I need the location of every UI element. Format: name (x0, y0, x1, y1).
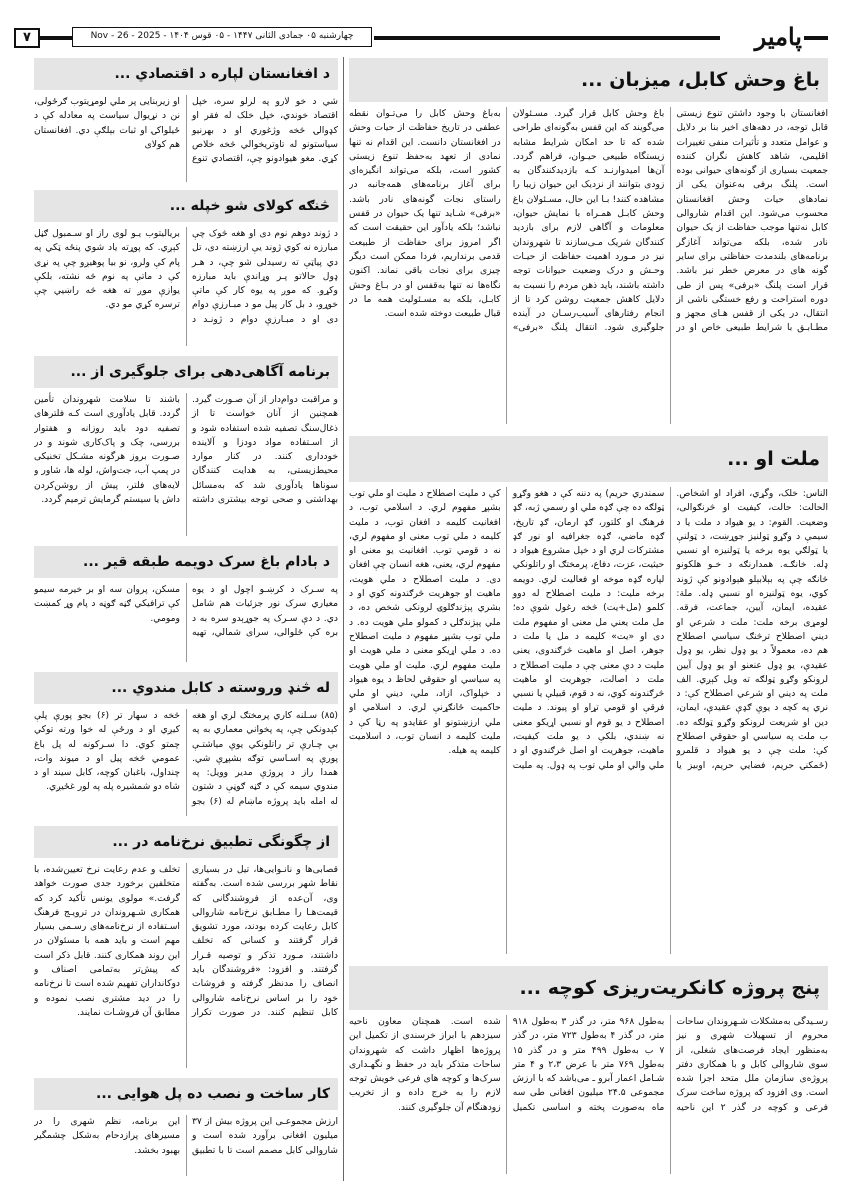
article-body: رسـیدگی به‌مشکلات شـهروندان ساحات محروم از تسهیلات شهری و نیز به‌منظور ایجاد فرصت‌های شغلی، از سوی شاروالی کابل و با همکاری دفتر پروژه‌ی سازمان ملل متحد اجرا شده است. وی افزود که پروژه‌ ساخت سرک فرعی و کوچه در گذر ۲ این ناحیه به‌طول ۹۶۸ متر، در گذر ۳ به‌طول ۹۱۸ متر، در گذر ۴ به‌طول ۷۲۳ متر، در گذر ۷ ب به‌طول ۴۹۹ متر و در گذر ۱۵ به‌طول ۷۶۹ متر با عرض ۲،۳ و ۴ متر شـامل اعمار آبرو ـ می‌باشد که با ارزش مجموعی ۲۴.۵ میلیون افغانی طی سه ماه به‌صورت پخته و اساسی تکمیل شده است. همچنان معاون ناحیه سیزدهم با ابراز خرسندی از تکمیل این پروژه‌ها اظهار داشت که شهروندان ساحات متذکر باید در حفظ و نگهـداری سرک‌ها و کوچه های فرعی خویش توجه لازم را به خرج داده و از تخریب زودهنگام آن جلوگیری کنند. (349, 1016, 828, 1113)
article-headline: څنګه کولای شو خپله ... (34, 190, 338, 222)
article-headline: ملت او ... (349, 436, 828, 482)
dateline: چهارشنبه ۰۵ جمادی الثانی ۱۴۴۷ - ۰۵ قوس ۱۴۰۴ - Nov - 26 - 2025 (72, 27, 372, 47)
article-price-list (34, 826, 338, 1072)
article-headline: له څنډ وروسته د کابل مندوي ... (34, 672, 338, 704)
article-body: شي د خو لارو په لرلو سره، خپل اقتصاد خوندي، خپل خلک له فقر او کډوالۍ څخه وژغوري او د بهرنیو سیاستونو له تاوتریخوالي څخه خلاص کړي. مغو هیوادونو چې، اقتصادي تنوع او زیربنایی پر ملي لومړیتوب ګرځولی، نن د نړیوال سیاست په معادله کې د ځیلواکۍ او ثبات بېلګې دي. افغانستان هم کولای (34, 96, 338, 165)
article-headline: از چگونگی تطبیق نرخ‌نامه در ... (34, 826, 338, 858)
article-headline: د افغانستان لپاره د اقتصادي ... (34, 58, 338, 90)
article-body: (۸۵) سـلنه کاري پرمختګ لري او هغه کېدونکي چې، په پخواني معماري به په بې چـارې تر راتلونکي یوې میاشتـې پورې په اسـاسي توګه بشپړې شي. همدا راز د پروژې مدیر وویل: په مندوي سیمه کې د ګڼه ګوڼې د شتون له امله باید پروژه ماښام له (۶) بجو څخه د سهار تر (۶) بجو پورې پلې کیږي او د ورځې له خوا ورته توکي چمتو کوي. دا سـرکونه له پل باغ عمومي څخه پیل او د میوند وات، چنداول، باغبان کوچه، کابل سیند او د شاه دو شمشیره پله په لور غځیږي. (34, 710, 338, 807)
newspaper-brand: پامیر (754, 22, 802, 51)
article-badam-bagh-road (34, 546, 338, 666)
article-nation (349, 436, 828, 960)
article-body: په سـرک د کرښـو اچول او د یوه معیاري سرک نور جزئیات هم شامل دي. د دې سـرک په جوړېدو سره به د بره کې ځلوالی، سرای شمالي، تهیه مسکن، پروان سه او بر خیرمه سیمو کې ترافیکي ګڼه ګوڼه د پام وړ کمښت ومومي. (34, 584, 338, 638)
article-headline: کار ساخت و نصب ده پل هوایی ... (34, 1078, 338, 1110)
article-body: الناس: خلک، وگړي، افراد او اشخاص. الحالت: حالت، کیفیت او څرنګوالی، وضعیت. القوم: د یو هیواد د ملت یا د سیمې د وګړو ټولنیز جوړښت، د ټولنې یا ټولګي یوه برخه یا ټولنیزه او نسبي ډله. خانګـه. همدارنګه د خـو هلکونو څانګه چې په بېلابېلو هېوادونو کې ژوند کوي، یوه ټولنیزه او نسبي ډله. ملة: عقیده، ایمان، آیین، جماعت، فرقه. لومړی برخه ملت: ملت د شرعي او دیني اصطلاح ترڅنګ سیاسي اصطلاح هم ده، معمولاً د یو ډول نظر، یو ډول عقیدې، یو ډول عنعنو او یو ډول آیین لرونکو وګړو ټولګه ته ویل کېږي. الف ملت په دیني او شرعي اصطلاح کې: د نري په کچه د یوې ګډې عقیدې، ایمان، دین او شریعت لرونکو وګړو ټولګه ده. ب ملت په سیاسي او حقوقي اصطلاح کې: ملت چې د یو هیواد د قلمرو (ځمکنۍ حریم، فضایي حریم، اوبیز یا سمندري حریم) په دننه کې د هغو وګړو ټولګه ده چې ګډه ملي او رسمي ژبه، ګډ فرهنګ او کلتور، ګډ ارمان، ګډ تاریخ، ګډه ماضي، ګډه جغرافیه او نور ګډ مشترکات لري او د خپل مشروع هیواد د حیثیت، عزت، دفاع، پرمختګ او راتلونکي لپاره ګډه موخه او فعالیت لري. دویمه برخه ملیت: د ملیت اصطلاح له دوو کلمو (مل+یت) څخه رغول شوې ده؛ مل ملت یعني مل معنی او مفهوم ملت دی او «یت» کلیمه د مل یا ملت د جوهر، اصل او ماهیت څرګندوی، یعنی ملیت د دې معنی چې د ملیت اصطلاح د ملت د اصالت، جوهریت او ماهیت څرګندونه کوي، نه د قوم، قبیلې یا نسبي فرقې او قومي تړاو او پیوند. د ملیت اصطلاح د یو قوم او نسبي اړیکو معنی نه ښندي، بلکې د یو ملت کیفیت، ماهیت، جوهریت او اصل څرګندوي او د ملي والي او ملي توب په ډول. په ملیت کې د ملیت اصطلاح د ملیت او ملي توب بشپړ مفهوم لري. د اسلامي توب، د افغانیت کلیمه د افغان توب، د ملیت کلیمه د ملي توب معنی او مفهوم لري، نه د قومي توب. افغانیت یو معنی او مفهوم لري، یعنی، هغه انسان چې افغان دی. د ملیت اصطلاح د ملي هویت، ماهیت او جوهریت څرګندونه کوي او د بشري پېژندګلوۍ لرونکی شخص ده، د ملي پېژندګلۍ د کمولو ملي هویت ده. د ملي توب بشپړ مفهوم د ملیت اصطلاح ده. د ملي اړیکو معنی د ملي هویت او ملیت مفهوم لري. ملیت او ملي هویت په سیاسي او حقوقي لحاظ د یوه هیواد د خپلواک، ازاد، ملي، دیني او ملي حاکمیت ځانګړنې لري. د اسلامي او ملي ارزښتونو او عقایدو په رڼا کې د ملیت کلیمه د انسان توب، د اسلامیت کلیمه په هیله. (349, 488, 828, 771)
column-divider (343, 57, 344, 1181)
masthead-rule-left (40, 36, 72, 40)
article-how-we-can (34, 190, 338, 350)
article-body: افغانستان با وجود داشتن تنوع زیستی قابل توجه، در دهه‌های اخیر بنا بر دلایل و عوامل متعدد و تأثیرات منفی تغییرات اقلیمی، شاهد کاهش نگران کننده جمعیت بسیاری از گونه‌های حیوانی بوده است. پلنگ برفی به‌عنوان یکی از نمادهای حیات وحش افغانستان محسوب می‌شود. این اقدام شاروالی کابل نه‌تنها موجب حفاظت از یک حیوان نادر شده، بلکه می‌تواند آغازگر برنامه‌های بلندمدت حفاظتی برای سایر گونه های در معرض خطر نیز باشد. قرار است پلنگ «برفی» پس از طی دوره استراحت و رفع خستگی ناشی از انتقال، در یکی از قفس هـای مجهز و مطـابـق با شرایط طبیعی خاص او در باغ وحش کابل قرار گیرد. مسـئولان می‌گویند که این قفس به‌گونه‌ای طراحی شده که تا حد امکان شرایط مشابه زیستگاه طبیعی حیـوان، فراهم گردد. آن‌ها امیدوارنـد کـه بازدیدکنندگان به زودی بتوانند از نزدیک این حیوان زیبا را مشاهده کنند! بـا این حال، مسـئولان باغ وحش کابـل همـراه با نمایش حیوان، معلومات و آگاهی لازم برای بازدید کنندگان شریک مـی‌سازند تا شهروندان نیز در مـورد اهمیت حفاظت از حیـات وحـش و درک وضعیت حیوانات توجه داشته باشند، باید ذهن مردم را نسبت به دلایل کاهش جمعیت روشن کرد تا از انجام رفتارهای آسیب‌رسـان در آینده جلوگیری شود. انتقال پلنگ «برفی» به‌باغ وحش کابل را می‌تـوان نقطه عطفی در تاریخ حفاظت از حیات وحش در افغانستان دانست. این اقدام نه تنها نمادی از تعهد به‌حفظ تنوع زیستی کشور است، بلکه می‌تواند انگیزه‌ای برای آغاز برنامه‌های همه‌جانبه در راستای نجات گونه‌های نادر باشد. «برفی» شـاید تنها یک حیوان در قفس نباشد؛ بلکه یادآور این حقیقت است که اگر امروز برای حفاظت از طبیعت قدمی برنداریم، فردا ممکن است دیگر چیزی برای نجات باقی نماند. اکنون نگاه‌ها نه تنها به‌قفس او در بـاغ وحش کابـل، بلکه به مسـئولیت همه ما در قبال طبیعت دوخته شده است. (349, 108, 828, 334)
article-mandawi-roads (34, 672, 338, 820)
article-body: و مراقبت دوام‌دار از آن صـورت گیرد. همچنین از آنان خواست تا از ذغال‌سنگ تصفیه شده استفاده شود و از اسـتفاده مواد دودزا و آلاینده خودداری کنند. در کنار موارد محیط‌زیستی، به هدایت کنندگان سونا‌ها یادآوری شد که به‌مسائل بهداشتی و صحی توجه بیشتری داشته باشند تا سلامت شهروندان تأمین گردد. قابل یادآوری است کـه فلترهای تصفیه دود باید روزانه و هفتوار بررسی، چک و پاک‌کاری شوند و در صـورت بروز هرگونه مشـکل تخنیکی در پمپ آب، جت‌واش، لوله ها، شاور و لایه‌های فلتر، پیش از روشن‌کردن داش یا سیستم گرمایش ترمیم گردد. (34, 394, 338, 506)
article-body: د ژوند دوهم نوم دی او هغه څوک چې مبارزه نه کوي ژوند یې ارزښته دی، تل دي پیاټې ته رسیدلی شو چې، د هـر ډول حالاتو پـر وړاندې باید مبارزه وکړو. که موږ په یوه کار کې ماتې خوړو، د بل کار پیل مو د مبـارزې دوام دی او د مبـارزې دوام د ژونـد د بریالیتوب یـو لوی راز او سـمبول ګڼل کېږي. که پوړته یاد شوي پنځه ټکي په پام کې ولرو، نو بیا پوهیږو چې په نړی کې د ماتې په نوم څه نشته، بلکې یوازې موږ ته هغه څه راښيي چې ترسره کړي مو دي. (34, 228, 338, 325)
article-body: ارزش مجموعـی این پروژه بیش از ۳۷ میلیون افغانی برآورد شده است و شاروالی کابل مصمم است تا با تطبیق این برنامه، نظم شهری را در مسیرهای پرازدحام به‌شکل چشمگیر بهبود بخشد. (34, 1116, 338, 1156)
article-body: قصابی‌ها و نانـوایی‌ها، تیل در بسیاری نقاط شهر بررسی شده است. به‌گفته وی، آن‌عده از فروشندگانی که قیمت‌هـا را مطـابق نرخ‌نامه شاروالی کابل رعایت کرده بودند، مورد تشویق قرار گرفتند و کسانی که تخلف داشتند، مـورد تذکر و توصیه قـرار گرفتند. و افزود: «فروشندگان باید انصاف را مدنظر گرفته و فروشات خود را بر اساس نرخ‌نامه شاروالی کابل تنظیم کنند. در صورت تکرار تخلف و عدم رعایت نرخ تعیین‌شده، با متخلفین برخورد جدی صورت خواهد گرفت.» مولوی یونس تأکید کرد که همکاری شـهروندان در ترویـج فرهنگ اسـتفاده از نرخ‌نامه‌های رسـمی بسیار مهم است و باید همه با مسئولان در این روند همکاری کنند. قابل ذکر است که پیش‌تر به‌تمامی اصناف و دوکانداران تفهیم شده است تا نرخ‌نامه را در دید مشتری نصب نموده و مطابق آن فروشـات نمایند. (34, 864, 338, 1018)
article-headline: باغ وحش کابل، میزبان ... (349, 58, 828, 102)
article-afghan-economy (34, 58, 338, 186)
masthead (14, 22, 828, 54)
article-headline: برنامه آگاهی‌دهی برای جلوگیری از ... (34, 356, 338, 388)
article-concrete-streets (349, 966, 828, 1180)
brand-rule (804, 36, 828, 40)
masthead-rule (374, 36, 720, 40)
article-headline: پنج پروژه کانکریت‌ریزی کوچه ... (349, 966, 828, 1010)
page-number: ٧ (14, 28, 40, 48)
article-air-bridges (34, 1078, 338, 1180)
article-kabul-zoo (349, 58, 828, 430)
article-headline: د بادام باغ سرک دویمه طبقه قیر ... (34, 546, 338, 578)
article-awareness-program (34, 356, 338, 540)
